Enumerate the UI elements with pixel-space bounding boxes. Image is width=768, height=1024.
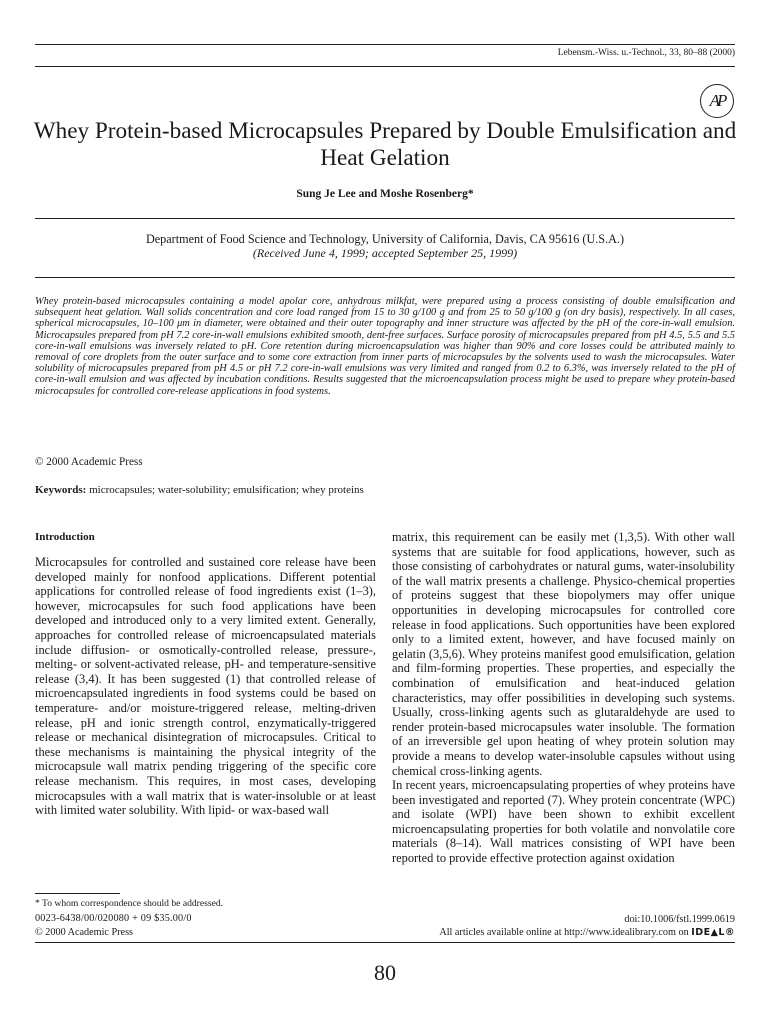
issn-line: 0023-6438/00/020080 + 09 $35.00/0 [35,913,192,924]
received-dates: (Received June 4, 1999; accepted September 25, 1999) [252,246,518,260]
page-number: 80 [374,960,396,985]
abstract: Whey protein-based microcapsules containing a model apolar core, anhydrous milkfat, were prepared using a process consisting of double emulsification and subsequent heat gelation. Wall solids concentration and core load ranged from 15 to 30 g/100 g and from 25 to 50 g/100 g (on dry basis), respectively. In all cases, spherical microcapsules, 10–100 μm in diameter, were obtained and their outer topography and inner structure was affected by the pH of the core-in-wall emulsion. Microcapsules prepared from pH 7.2 core-in-wall emulsions exhibited smooth, dent-free surfaces. Surface porosity of microcapsules prepared from pH 4.5, 5.5 and 5.5 core-in-wall emulsions was inversely related to pH. Core retention during microencapsulation was higher than 90% and core losses could be attributed mainly to removal of core droplets from the outer surface and to some core extraction from inner parts of microcapsules by the solvents used to wash the microcapsules. Water solubility of microcapsules prepared from pH 4.5 or pH 7.2 core-in-wall emulsions was very limited and ranged from 0.2 to 6.3%, was inversely related to the pH of core-in-wall emulsion and was affected by incubation conditions. Results suggested that the microencapsulation process might be used to prepare whey protein-based microcapsules for controlled core-release applications in food systems. [35,296,735,397]
article-title: Whey Protein-based Microcapsules Prepared by Double Emulsification and Heat Gelation [33,118,737,171]
doi: doi:10.1006/fstl.1999.0619 [624,914,735,925]
keywords-list: microcapsules; water-solubility; emulsification; whey proteins [89,484,364,496]
online-link-text: All articles available online at http://www.idealibrary.com on [439,927,689,938]
copyright-line: © 2000 Academic Press [35,456,143,468]
body-paragraph: matrix, this requirement can be easily met (1,3,5). With other wall systems that are suitable for food applications, however, such as those consisting of carbohydrates or natural gums, water-insolubility of the wall matrix presents a challenge. Physico-chemical properties of proteins suggest that these biopolymers may offer unique opportunities in developing microcapsules for controlled core release in food applications. Such opportunities have been explored only to a limited extent, however, and have focused mainly on gelatin (3,5,6). Whey proteins manifest good emulsification, gelation and film-forming properties. These properties, and especially the combination of emulsification and heat-induced gelation characteristics, may offer possibilities in developing such systems. Usually, cross-linking agents such as glutaraldehyde are used to render protein-based microcapsules water insoluble. The formation of an irreversible gel upon heating of whey protein solution may provide a means to develop water-insoluble capsules without using chemical cross-linking agents. [392,530,735,778]
article-authors: Sung Je Lee and Moshe Rosenberg* [296,188,474,200]
abstract-rule [35,277,735,278]
keywords-line [35,484,364,496]
footnote: * To whom correspondence should be addressed. [35,898,224,909]
header-rule [35,44,735,45]
affiliation: Department of Food Science and Technology, University of California, Davis, CA 95616 (U.S.A.) [145,232,625,246]
footer-copyright: © 2000 Academic Press [35,927,133,938]
footer-rule [35,942,735,943]
keywords-label: Keywords: [35,484,87,496]
left-column [35,530,376,818]
section-heading-introduction: Introduction [35,531,95,543]
body-paragraph: Microcapsules for controlled and sustained core release have been developed mainly for nonfood applications. Different potential applications for controlled release of food ingredients exist (1–3), however, microcapsules for such food applications have been developed and introduced only to a very limited extent. Generally, approaches for controlled release of microencapsulated materials include diffusion- or osmotically-controlled release, pressure-, melting- or solvent-activated release, pH- and temperature-sensitive release (3,4). It has been suggested (1) that controlled release of microencapsulated ingredients in food systems could be based on temperature- and/or moisture-triggered release, melting-driven release, pH and ionic strength control, enzymatically-triggered release or mechanical disintegration of microcapsules. Critical to these mechanisms is maintaining the physical integrity of the microcapsule wall matrix pending triggering of the specific core release mechanism. This requires, in most cases, developing microcapsules with a wall matrix that is water-insoluble or at least with limited water solubility. With lipid- or wax-based wall [35,555,376,818]
ideal-logo: IDE▲L® [691,927,735,938]
journal-reference: Lebensm.-Wiss. u.-Technol., 33, 80–88 (2000) [557,48,735,58]
body-paragraph: In recent years, microencapsulating properties of whey proteins have been investigated and reported (7). Whey protein concentrate (WPC) and isolate (WPI) have been shown to exhibit excellent microencapsulating properties for both volatile and nonvolatile core materials (8–14). Wall matrices consisting of WPI have been reported to provide effective protection against oxidation [392,778,735,866]
authors-rule [35,218,735,219]
header-rule-bottom [35,66,735,67]
right-column [392,530,735,866]
footnote-rule [35,893,120,894]
online-availability [300,927,735,938]
publisher-logo: AP [700,84,734,118]
